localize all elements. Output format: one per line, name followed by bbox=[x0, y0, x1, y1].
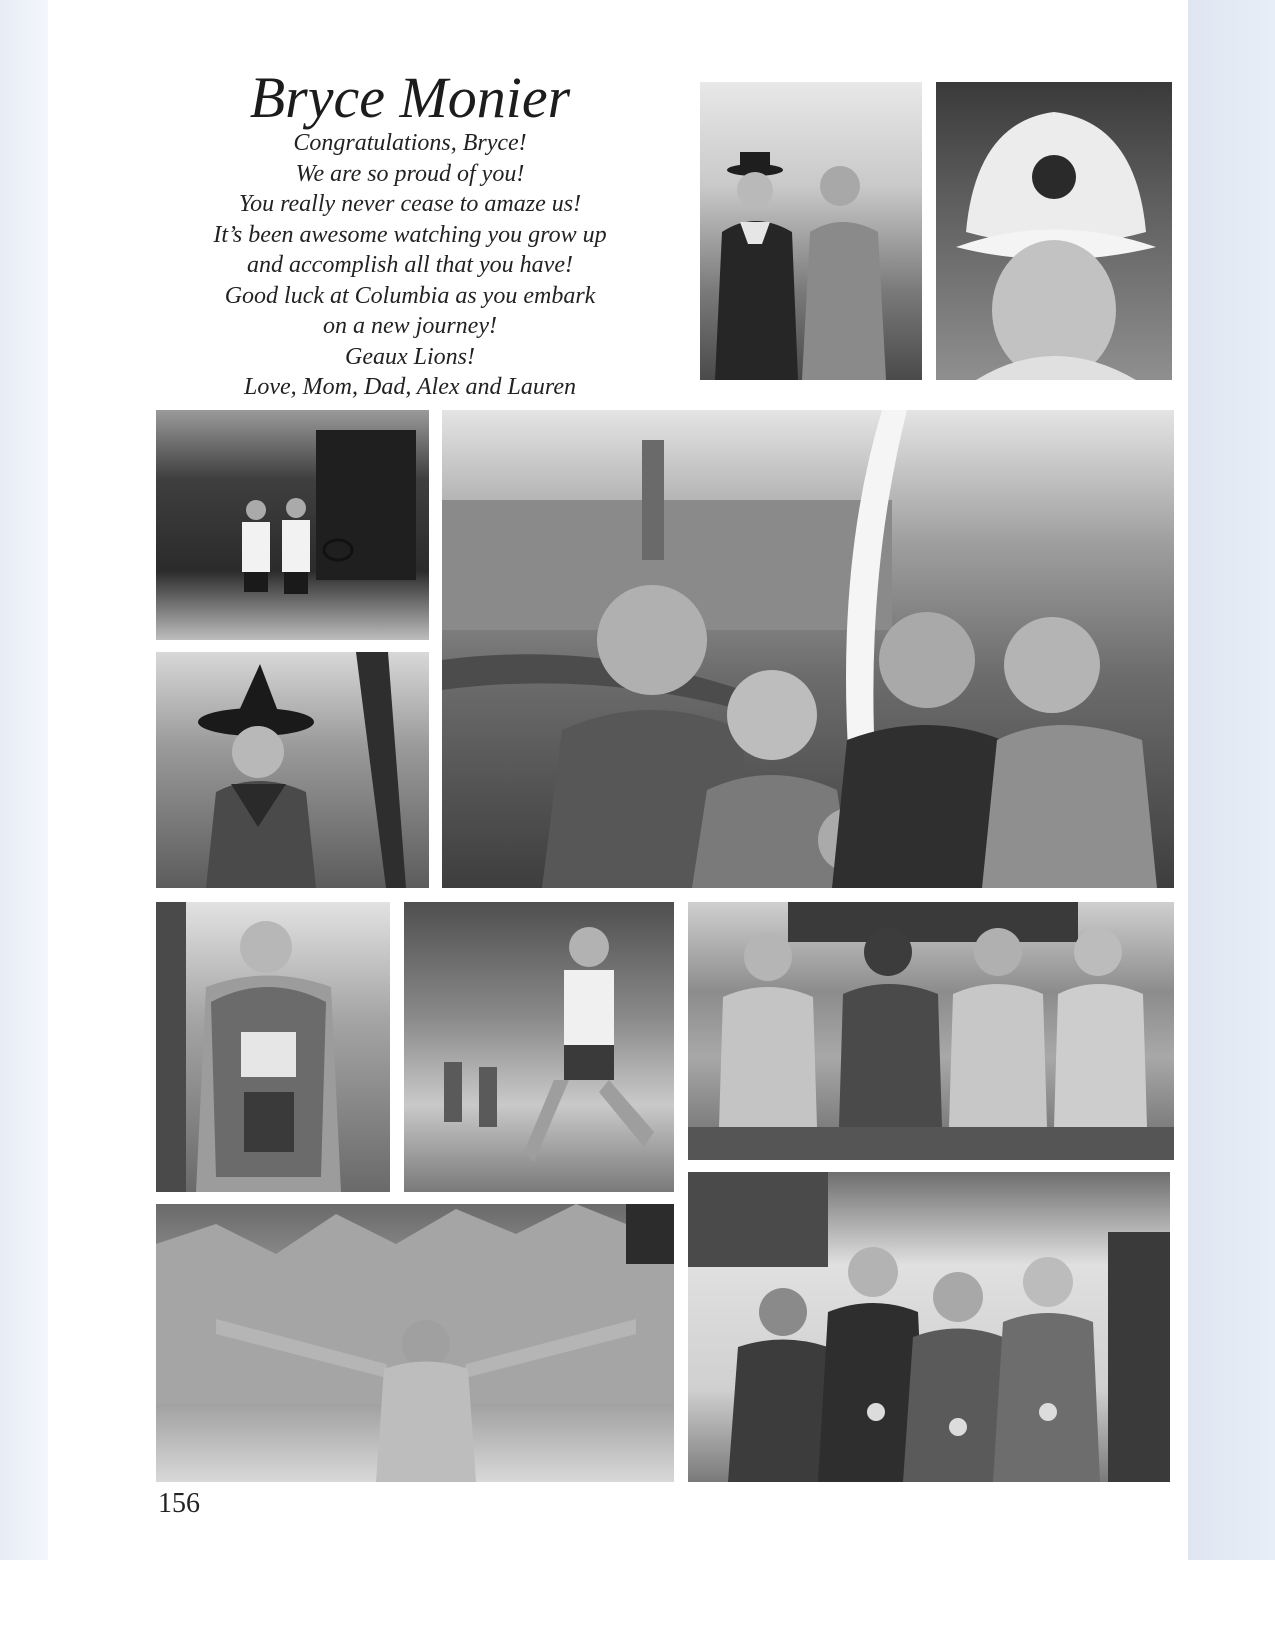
message-line: We are so proud of you! bbox=[295, 160, 525, 187]
photo-family-london bbox=[442, 410, 1174, 888]
scan-edge-left bbox=[0, 0, 48, 1560]
message-line: Good luck at Columbia as you embark bbox=[224, 282, 596, 309]
message-line: Love, Mom, Dad, Alex and Lauren bbox=[244, 374, 576, 400]
photo-party-hat bbox=[936, 82, 1172, 380]
photo-cowboy-child bbox=[156, 652, 429, 888]
photo-cross-country-run bbox=[404, 902, 674, 1192]
message-line: Congratulations, Bryce! bbox=[293, 130, 527, 156]
message-line: Geaux Lions! bbox=[345, 343, 475, 370]
congratulations-message bbox=[150, 128, 670, 403]
page-number: 156 bbox=[158, 1488, 200, 1519]
photo-canyon-arms-out bbox=[156, 1204, 674, 1482]
photo-costumes bbox=[700, 82, 922, 380]
message-line: on a new journey! bbox=[323, 313, 497, 339]
photo-state-champion bbox=[156, 902, 390, 1192]
photo-tennis bbox=[156, 410, 429, 640]
page-title: Bryce Monier bbox=[249, 65, 571, 130]
message-line: You really never cease to amaze us! bbox=[238, 191, 582, 217]
message-line: and accomplish all that you have! bbox=[247, 252, 573, 278]
message-line: It’s been awesome watching you grow up bbox=[213, 221, 607, 248]
photo-team-group bbox=[688, 902, 1174, 1160]
scan-edge-right bbox=[1188, 0, 1275, 1560]
photo-medals-group bbox=[688, 1172, 1170, 1482]
